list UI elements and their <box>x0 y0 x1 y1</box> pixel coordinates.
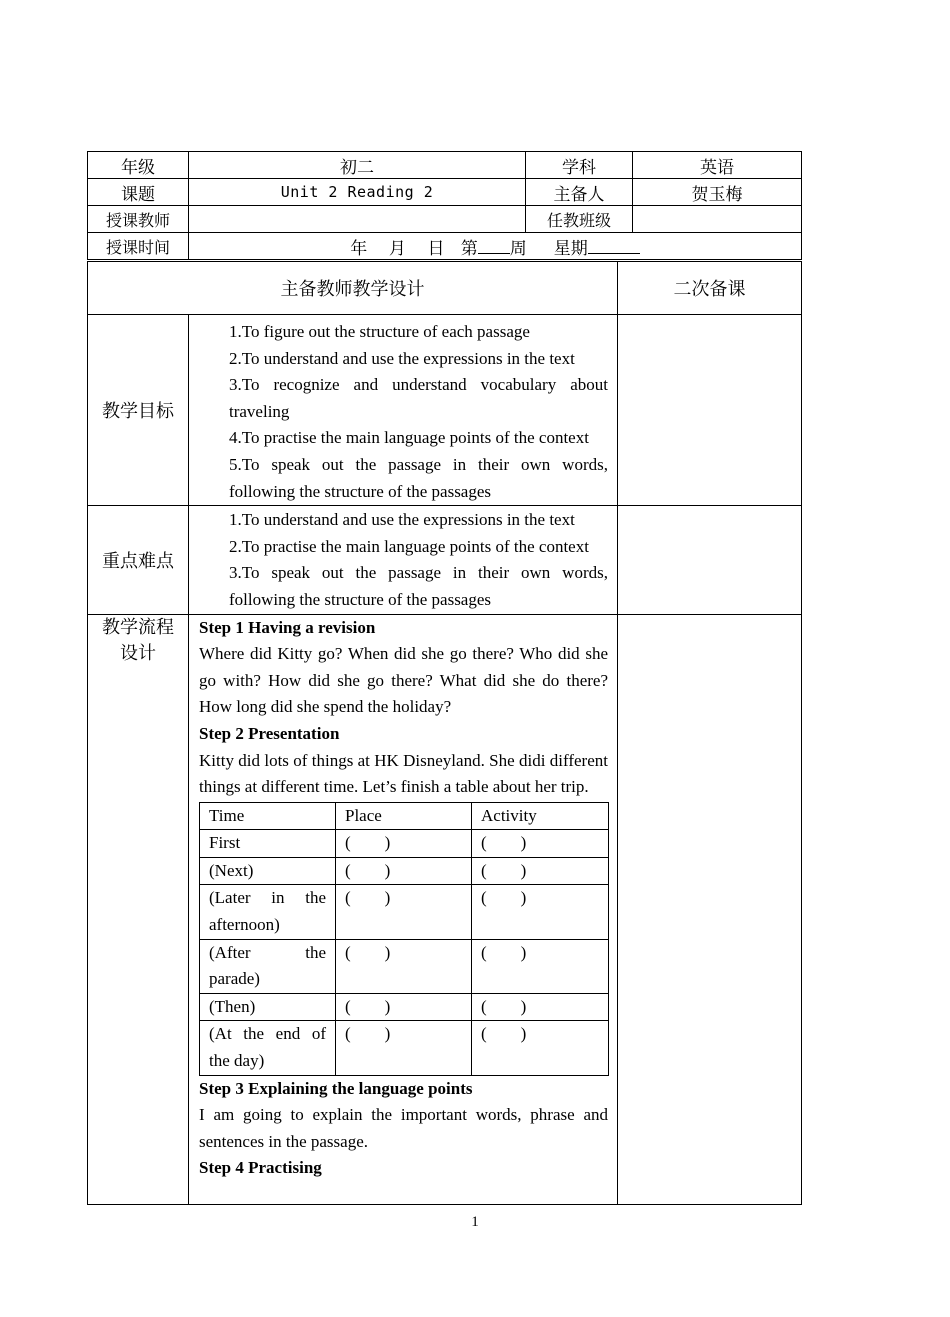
table-row <box>200 857 609 885</box>
activity-blank: ( ) <box>472 1021 609 1075</box>
step4-title: Step 4 Practising <box>199 1158 322 1178</box>
key-points-label: 重点难点 <box>88 506 189 614</box>
date-line <box>189 233 802 260</box>
lead-prep-value: 贺玉梅 <box>633 179 802 206</box>
topic-value: Unit 2 Reading 2 <box>189 179 526 206</box>
key-point-item: 2.To practise the main language points of the context <box>229 536 589 556</box>
date-week-suffix: 周 <box>509 238 527 259</box>
process-notes <box>618 614 802 1204</box>
key-points-list <box>189 506 618 614</box>
table-row <box>200 1021 609 1075</box>
process-row <box>88 614 802 1204</box>
time-cell: (After the parade) <box>200 939 336 993</box>
class-label: 任教班级 <box>526 206 633 233</box>
objectives-label: 教学目标 <box>88 315 189 506</box>
header-row-teacher <box>88 206 802 233</box>
process-label-line2: 设计 <box>120 643 156 665</box>
objective-item: 5.To speak out the passage in their own words, following the structure of the passages <box>229 454 608 501</box>
objectives-notes <box>618 315 802 506</box>
activity-blank: ( ) <box>472 857 609 885</box>
process-label-line1: 教学流程 <box>102 616 174 638</box>
objective-item: 1.To figure out the structure of each passage <box>229 322 530 341</box>
date-month: 月 <box>388 238 406 259</box>
section-header-row <box>88 262 802 315</box>
date-year: 年 <box>350 238 368 259</box>
activity-blank: ( ) <box>472 993 609 1021</box>
place-blank: ( ) <box>336 857 472 885</box>
col-place-header: Place <box>336 802 472 830</box>
table-row <box>200 830 609 858</box>
teacher-label: 授课教师 <box>88 206 189 233</box>
topic-label: 课题 <box>88 179 189 206</box>
lead-prep-label: 主备人 <box>526 179 633 206</box>
trip-table-header <box>200 802 609 830</box>
objectives-list <box>189 315 618 506</box>
main-design-heading: 主备教师教学设计 <box>88 262 618 315</box>
page-number: 1 <box>471 1214 479 1230</box>
header-row-grade <box>88 152 802 179</box>
trip-table <box>199 802 609 1076</box>
time-cell: (At the end of the day) <box>200 1021 336 1075</box>
week-blank <box>478 239 510 254</box>
process-label <box>88 614 189 1204</box>
date-weekday: 星期 <box>553 238 588 259</box>
step2-title: Step 2 Presentation <box>199 723 340 743</box>
date-week-prefix: 第 <box>460 238 478 259</box>
time-cell: (Then) <box>200 993 336 1021</box>
header-row-time <box>88 233 802 260</box>
teacher-value <box>189 206 526 233</box>
main-table <box>87 261 802 1205</box>
activity-blank: ( ) <box>472 885 609 939</box>
key-points-notes <box>618 506 802 614</box>
col-activity-header: Activity <box>472 802 609 830</box>
header-row-topic <box>88 179 802 206</box>
step1-title: Step 1 Having a revision <box>199 617 376 637</box>
weekday-blank <box>588 239 640 254</box>
date-day: 日 <box>427 238 445 259</box>
grade-value: 初二 <box>189 152 526 179</box>
table-row <box>200 885 609 939</box>
step3-text: I am going to explain the important words, phrase and sentences in the passage. <box>199 1105 608 1151</box>
time-cell: First <box>200 830 336 858</box>
key-point-item: 3.To speak out the passage in their own words, following the structure of the passages <box>229 563 608 609</box>
key-point-item: 1.To understand and use the expressions in the text <box>229 510 575 530</box>
step1-text: Where did Kitty go? When did she go there? Who did she go with? How did she go there? What did she do there? How long did she spend the holiday? <box>199 644 608 717</box>
process-content <box>189 614 618 1204</box>
grade-label: 年级 <box>88 152 189 179</box>
subject-value: 英语 <box>633 152 802 179</box>
objective-item: 4.To practise the main language points of the context <box>229 428 589 448</box>
objectives-row <box>88 315 802 506</box>
time-cell: (Next) <box>200 857 336 885</box>
activity-blank: ( ) <box>472 939 609 993</box>
subject-label: 学科 <box>526 152 633 179</box>
time-cell: (Later in the afternoon) <box>200 885 336 939</box>
place-blank: ( ) <box>336 885 472 939</box>
place-blank: ( ) <box>336 830 472 858</box>
step2-text: Kitty did lots of things at HK Disneyland. She didi different things at different time. Let’s finish a table about her trip. <box>199 750 608 797</box>
step3-title: Step 3 Explaining the language points <box>199 1078 473 1098</box>
table-row <box>200 939 609 993</box>
objective-item: 2.To understand and use the expressions in the text <box>229 348 575 368</box>
col-time-header: Time <box>200 802 336 830</box>
table-row <box>200 993 609 1021</box>
header-table <box>87 151 802 260</box>
place-blank: ( ) <box>336 993 472 1021</box>
objective-item: 3.To recognize and understand vocabulary about traveling <box>229 375 608 421</box>
activity-blank: ( ) <box>472 830 609 858</box>
key-points-row <box>88 506 802 614</box>
class-value <box>633 206 802 233</box>
place-blank: ( ) <box>336 1021 472 1075</box>
place-blank: ( ) <box>336 939 472 993</box>
time-label: 授课时间 <box>88 233 189 260</box>
second-prep-heading: 二次备课 <box>618 262 802 315</box>
